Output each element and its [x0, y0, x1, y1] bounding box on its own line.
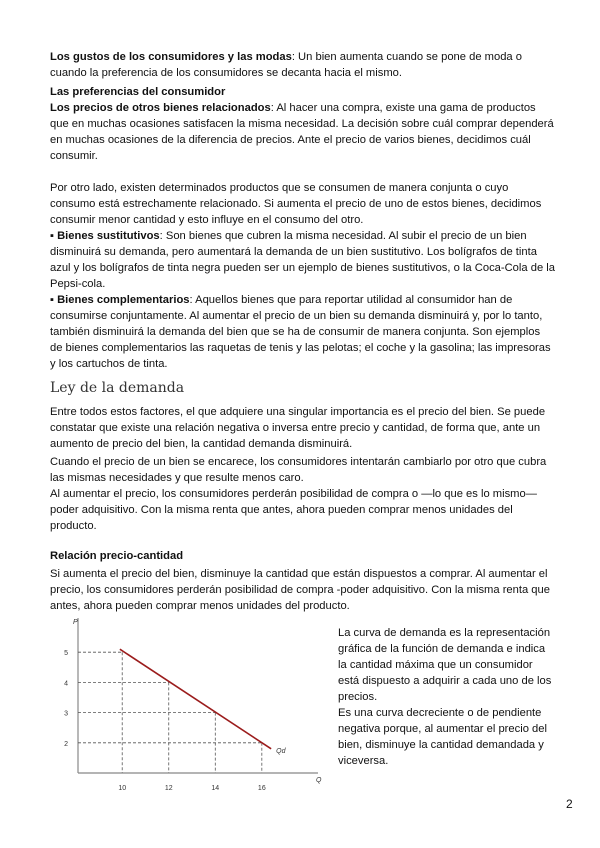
heading-preferencias: Las preferencias del consumidor	[50, 86, 226, 98]
x-tick-label: 14	[211, 785, 220, 792]
heading-relacion: Relación precio-cantidad	[50, 550, 184, 562]
x-tick-label: 16	[257, 785, 266, 792]
term-complementarios: Bienes complementarios	[57, 294, 190, 306]
text: : Un bien aumenta cuando se pone de moda o cuando la preferencia de los consumidores se decanta hacia el mismo.	[50, 51, 522, 79]
demand-curve-chart	[50, 610, 330, 800]
paragraph-ley-2: Cuando el precio de un bien se encarece, los consumidores intentarán cambiarlo por otro que cubra las mismas necesidades y que resulte menos caro.	[50, 456, 547, 484]
paragraph-ley-3: Al aumentar el precio, los consumidores perderán posibilidad de compra o —lo que es lo mismo— poder adquisitivo. Con la misma renta que antes, ahora pueden comprar menos unidades del producto.	[50, 488, 537, 532]
paragraph-ley-1: Entre todos estos factores, el que adquiere una singular importancia es el precio del bien. Se puede constatar que existe una relación negativa o inversa entre precio y cantidad, de forma que, ante un aumento de precio del bien, la cantidad demanda disminuirá.	[50, 406, 546, 450]
term-sustitutivos: Bienes sustitutivos	[57, 230, 160, 242]
heading-ley-demanda: Ley de la demanda	[50, 380, 185, 396]
paragraph-precios	[50, 100, 555, 164]
x-tick-label: 12	[164, 785, 173, 792]
demand-line	[120, 649, 271, 749]
x-tick-label: 10	[118, 785, 127, 792]
paragraph-relacion: Si aumenta el precio del bien, disminuye la cantidad que están dispuestos a comprar. Al aumentar el precio, los consumidores perderán posibilidad de compra -poder adquisitivo. Con la misma renta que antes, ahora pueden comprar menos unidades del producto.	[50, 568, 550, 612]
paragraph-complementarios	[50, 292, 555, 372]
side-paragraph-2: Es una curva decreciente o de pendiente negativa porque, al aumentar el precio del bien, disminuye la cantidad demandada y viceversa.	[338, 707, 547, 767]
y-tick-label: 2	[64, 740, 68, 748]
term-precios: Los precios de otros bienes relacionados	[50, 102, 271, 114]
side-paragraph-1: La curva de demanda es la representación gráfica de la función de demanda e indica la cantidad máxima que un consumidor está dispuesto a adquirir a cada uno de los precios.	[338, 627, 552, 703]
text: : Son bienes que cubren la misma necesidad. Al subir el precio de un bien disminuirá su demanda, pero aumentará la demanda de un bien sustitutivo. Los bolígrafos de tinta azul y los bolígrafos de tinta negra pueden ser un ejemplo de bienes sustitutivos, o la Coca-Cola de la Pepsi-cola.	[50, 230, 555, 290]
text: : Al hacer una compra, existe una gama de productos que en muchas ocasiones satisfacen la misma necesidad. La decisión sobre cuál comprar dependerá en muchas ocasiones de la diferencia de precios. Ante el precio de varios bienes, decidimos cuál consumir.	[50, 102, 554, 162]
paragraph-gustos	[50, 49, 555, 81]
y-tick-label: 5	[64, 650, 68, 658]
paragraph-sustitutivos	[50, 228, 555, 292]
y-axis-label: P	[73, 619, 78, 626]
y-tick-label: 4	[64, 680, 68, 688]
y-tick-label: 3	[64, 710, 68, 718]
paragraph-otro-lado: Por otro lado, existen determinados productos que se consumen de manera conjunta o cuyo consumo está estrechamente relacionado. Si aumenta el precio de uno de estos bienes, decidimos consumir menor cantidad y esto influye en el consumo del otro.	[50, 182, 542, 226]
page-number: 2	[566, 797, 573, 811]
bullet-icon: ▪	[50, 230, 54, 242]
series-label: Qd	[276, 747, 286, 755]
bullet-icon: ▪	[50, 294, 54, 306]
x-axis-label: Q	[316, 777, 322, 784]
term-gustos: Los gustos de los consumidores y las modas	[50, 51, 292, 63]
text: : Aquellos bienes que para reportar utilidad al consumidor han de consumirse conjuntamente. Al aumentar el precio de un bien su demanda disminuirá y, por lo tanto, también disminuirá la demanda del bien que se ha de consumir de manera conjunta. Son ejemplos de bienes complementarios las raquetas de tenis y las pelotas; el coche y la gasolina; las impresoras y los cartuchos de tinta.	[50, 294, 551, 370]
